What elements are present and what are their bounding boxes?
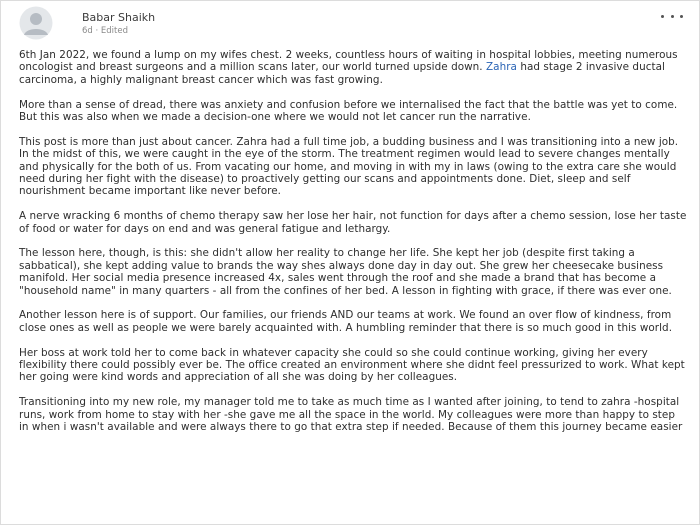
post-paragraph-1 [19,49,687,86]
post-paragraph-2: More than a sense of dread, there was anxiety and confusion before we internalised the fact that the battle was yet to come. But this was also when we made a decision-one where we would not let cancer run the narrative. [19,98,678,124]
mention-link[interactable]: Zahra [486,61,517,74]
dot [671,15,674,18]
post-paragraph-3: This post is more than just about cancer. Zahra had a full time job, a budding business and I was transitioning into a new job. In the midst of this, we were caught in the eye of the storm. The treatment regimen would lead to severe changes mentally and physically for the both of us. From vacating our home, and moving in with my in laws (owing to the extra care she would need during her fight with the disease) to proactively getting our scans and appointments done. Diet, sleep and self nourishment became important like never before. [19,135,679,198]
post-header [1,1,700,45]
post-paragraph-8: Transitioning into my new role, my manager told me to take as much time as I wanted after joining, to tend to zahra -hospital runs, work from home to stay with her -she gave me all the space in the world. My colleagues were more than happy to step in when i wasn't available and were always there to go that extra step if needed. Because of them this journey became easier [19,396,683,434]
paragraph-text: had stage 2 invasive ductal carcinoma, a highly malignant breast cancer which was fast growing. [19,61,665,86]
avatar-icon[interactable] [19,6,53,40]
post-paragraph-4: A nerve wracking 6 months of chemo therapy saw her lose her hair, not function for days after a chemo session, lose her taste of food or water for days on end and was general fatigue and lethargy. [19,210,687,235]
post-meta: 6d · Edited [82,26,128,36]
dot [661,15,664,18]
post-body [19,49,687,446]
post-paragraph-7: Her boss at work told her to come back in whatever capacity she could so she could continue working, giving her every flexibility there could possibly ever be. The office created an environment where she didnt feel pressurized to work. What kept her going were kind words and appreciation of all she was doing by her colleagues. [19,346,685,384]
paragraph-text: 6th Jan 2022, we found a lump on my wifes chest. 2 weeks, countless hours of waiting in hospital lobbies, meeting numerous oncologist and breast surgeons and a million scans later, our world turned upside down. [19,49,678,74]
author-name[interactable]: Babar Shaikh [82,11,156,24]
dot [680,15,683,18]
more-options-icon[interactable] [661,9,683,23]
post-paragraph-5: The lesson here, though, is this: she didn't allow her reality to change her life. She kept her job (despite first taking a sabbatical), she kept adding value to brands the way shes always done day in day out. She grew her cheesecake business manifold. Her social media presence increased 4x, sales went through the roof and she made a brand that has become a "household name" in many quarters - all from the confines of her bed. A lesson in fighting with grace, if there was ever one. [19,247,672,297]
post-paragraph-6: Another lesson here is of support. Our families, our friends AND our teams at work. We found an over flow of kindness, from close ones as well as people we were barely acquainted with. A humbling reminder that there is so much good in this world. [19,309,673,334]
